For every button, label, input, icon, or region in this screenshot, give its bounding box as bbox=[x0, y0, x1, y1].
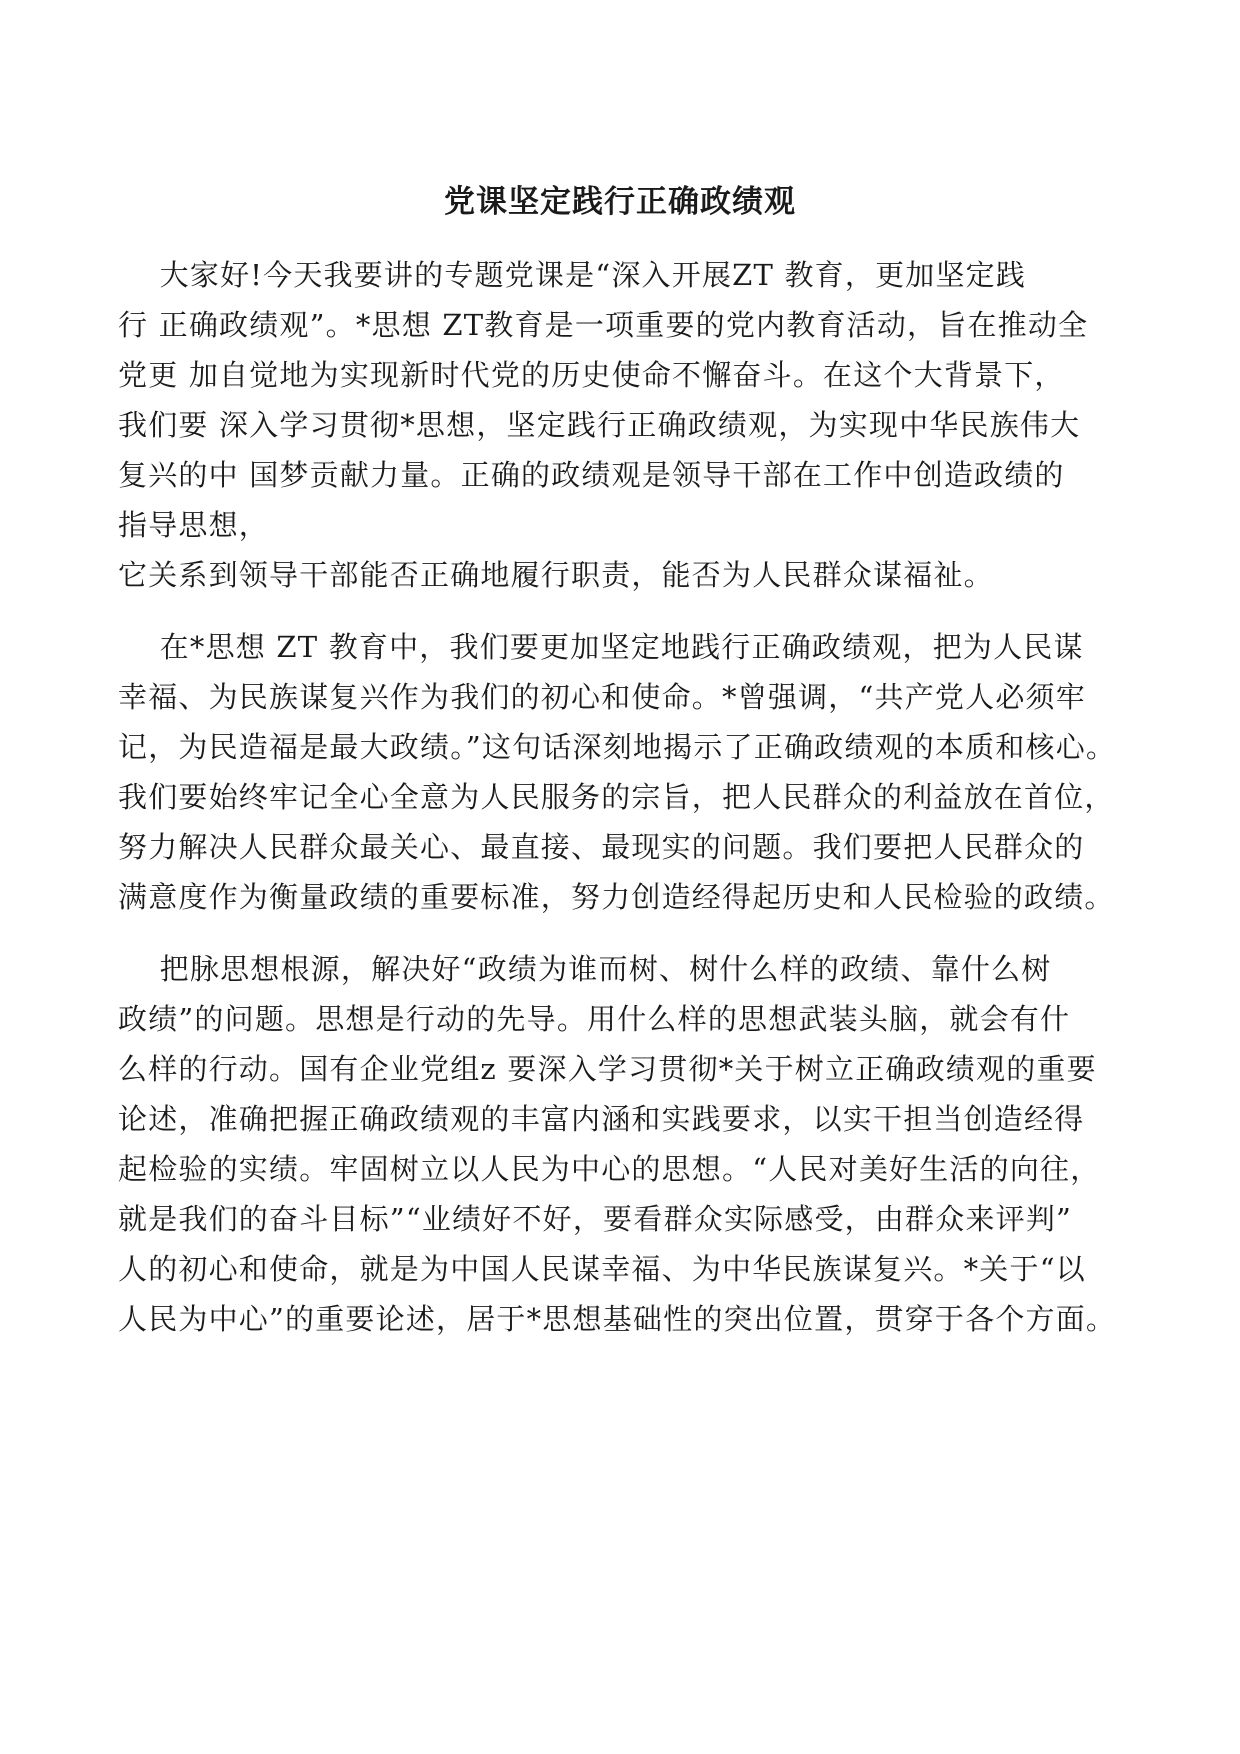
text-line: 党更 加自觉地为实现新时代党的历史使命不懈奋斗。在这个大背景下， bbox=[118, 358, 1065, 392]
text-line: 么样的行动。国有企业党组z 要深入学习贯彻*关于树立正确政绩观的重要 bbox=[118, 1052, 1097, 1086]
text-line: 人民为中心”的重要论述，居于*思想基础性的突出位置，贯穿于各个方面。 bbox=[118, 1302, 1117, 1336]
text-line: 它关系到领导干部能否正确地履行职责，能否为人民群众谋福祉。 bbox=[118, 558, 994, 592]
paragraph-gap bbox=[118, 922, 1128, 944]
text-line: 满意度作为衡量政绩的重要标准，努力创造经得起历史和人民检验的政绩。 bbox=[118, 880, 1115, 914]
document-title: 党课坚定践行正确政绩观 bbox=[444, 184, 796, 220]
text-line: 在*思想 ZT 教育中，我们要更加坚定地践行正确政绩观，把为人民谋 bbox=[118, 630, 1084, 664]
document-body bbox=[118, 250, 1128, 1344]
text-line: 人的初心和使命，就是为中国人民谋幸福、为中华民族谋复兴。*关于“以 bbox=[118, 1252, 1086, 1286]
paragraph-1 bbox=[118, 250, 1128, 600]
text-line: 政绩”的问题。思想是行动的先导。用什么样的思想武装头脑，就会有什 bbox=[118, 1002, 1071, 1036]
paragraph-3 bbox=[118, 944, 1128, 1344]
text-line: 记，为民造福是最大政绩。”这句话深刻地揭示了正确政绩观的本质和核心。 bbox=[118, 730, 1117, 764]
text-line: 把脉思想根源，解决好“政绩为谁而树、树什么样的政绩、靠什么树 bbox=[118, 952, 1052, 986]
text-line: 幸福、为民族谋复兴作为我们的初心和使命。*曾强调，“共产党人必须牢 bbox=[118, 680, 1086, 714]
text-line: 指导思想， bbox=[118, 508, 270, 542]
text-line: 努力解决人民群众最关心、最直接、最现实的问题。我们要把人民群众的 bbox=[118, 830, 1085, 864]
text-line: 行 正确政绩观”。*思想 ZT教育是一项重要的党内教育活动，旨在推动全 bbox=[118, 308, 1089, 342]
text-line: 就是我们的奋斗目标”“业绩好不好，要看群众实际感受，由群众来评判” bbox=[118, 1202, 1073, 1236]
paragraph-2 bbox=[118, 622, 1128, 922]
text-line: 我们要始终牢记全心全意为人民服务的宗旨，把人民群众的利益放在首位， bbox=[118, 780, 1115, 814]
text-line: 论述，准确把握正确政绩观的丰富内涵和实践要求，以实干担当创造经得 bbox=[118, 1102, 1085, 1136]
text-line: 我们要 深入学习贯彻*思想，坚定践行正确政绩观，为实现中华民族伟大 bbox=[118, 408, 1081, 442]
paragraph-gap bbox=[118, 600, 1128, 622]
text-line: 起检验的实绩。牢固树立以人民为中心的思想。“人民对美好生活的向往， bbox=[118, 1152, 1101, 1186]
text-line: 复兴的中 国梦贡献力量。正确的政绩观是领导干部在工作中创造政绩的 bbox=[118, 458, 1065, 492]
text-line: 大家好!今天我要讲的专题党课是“深入开展ZT 教育，更加坚定践 bbox=[118, 258, 1027, 292]
